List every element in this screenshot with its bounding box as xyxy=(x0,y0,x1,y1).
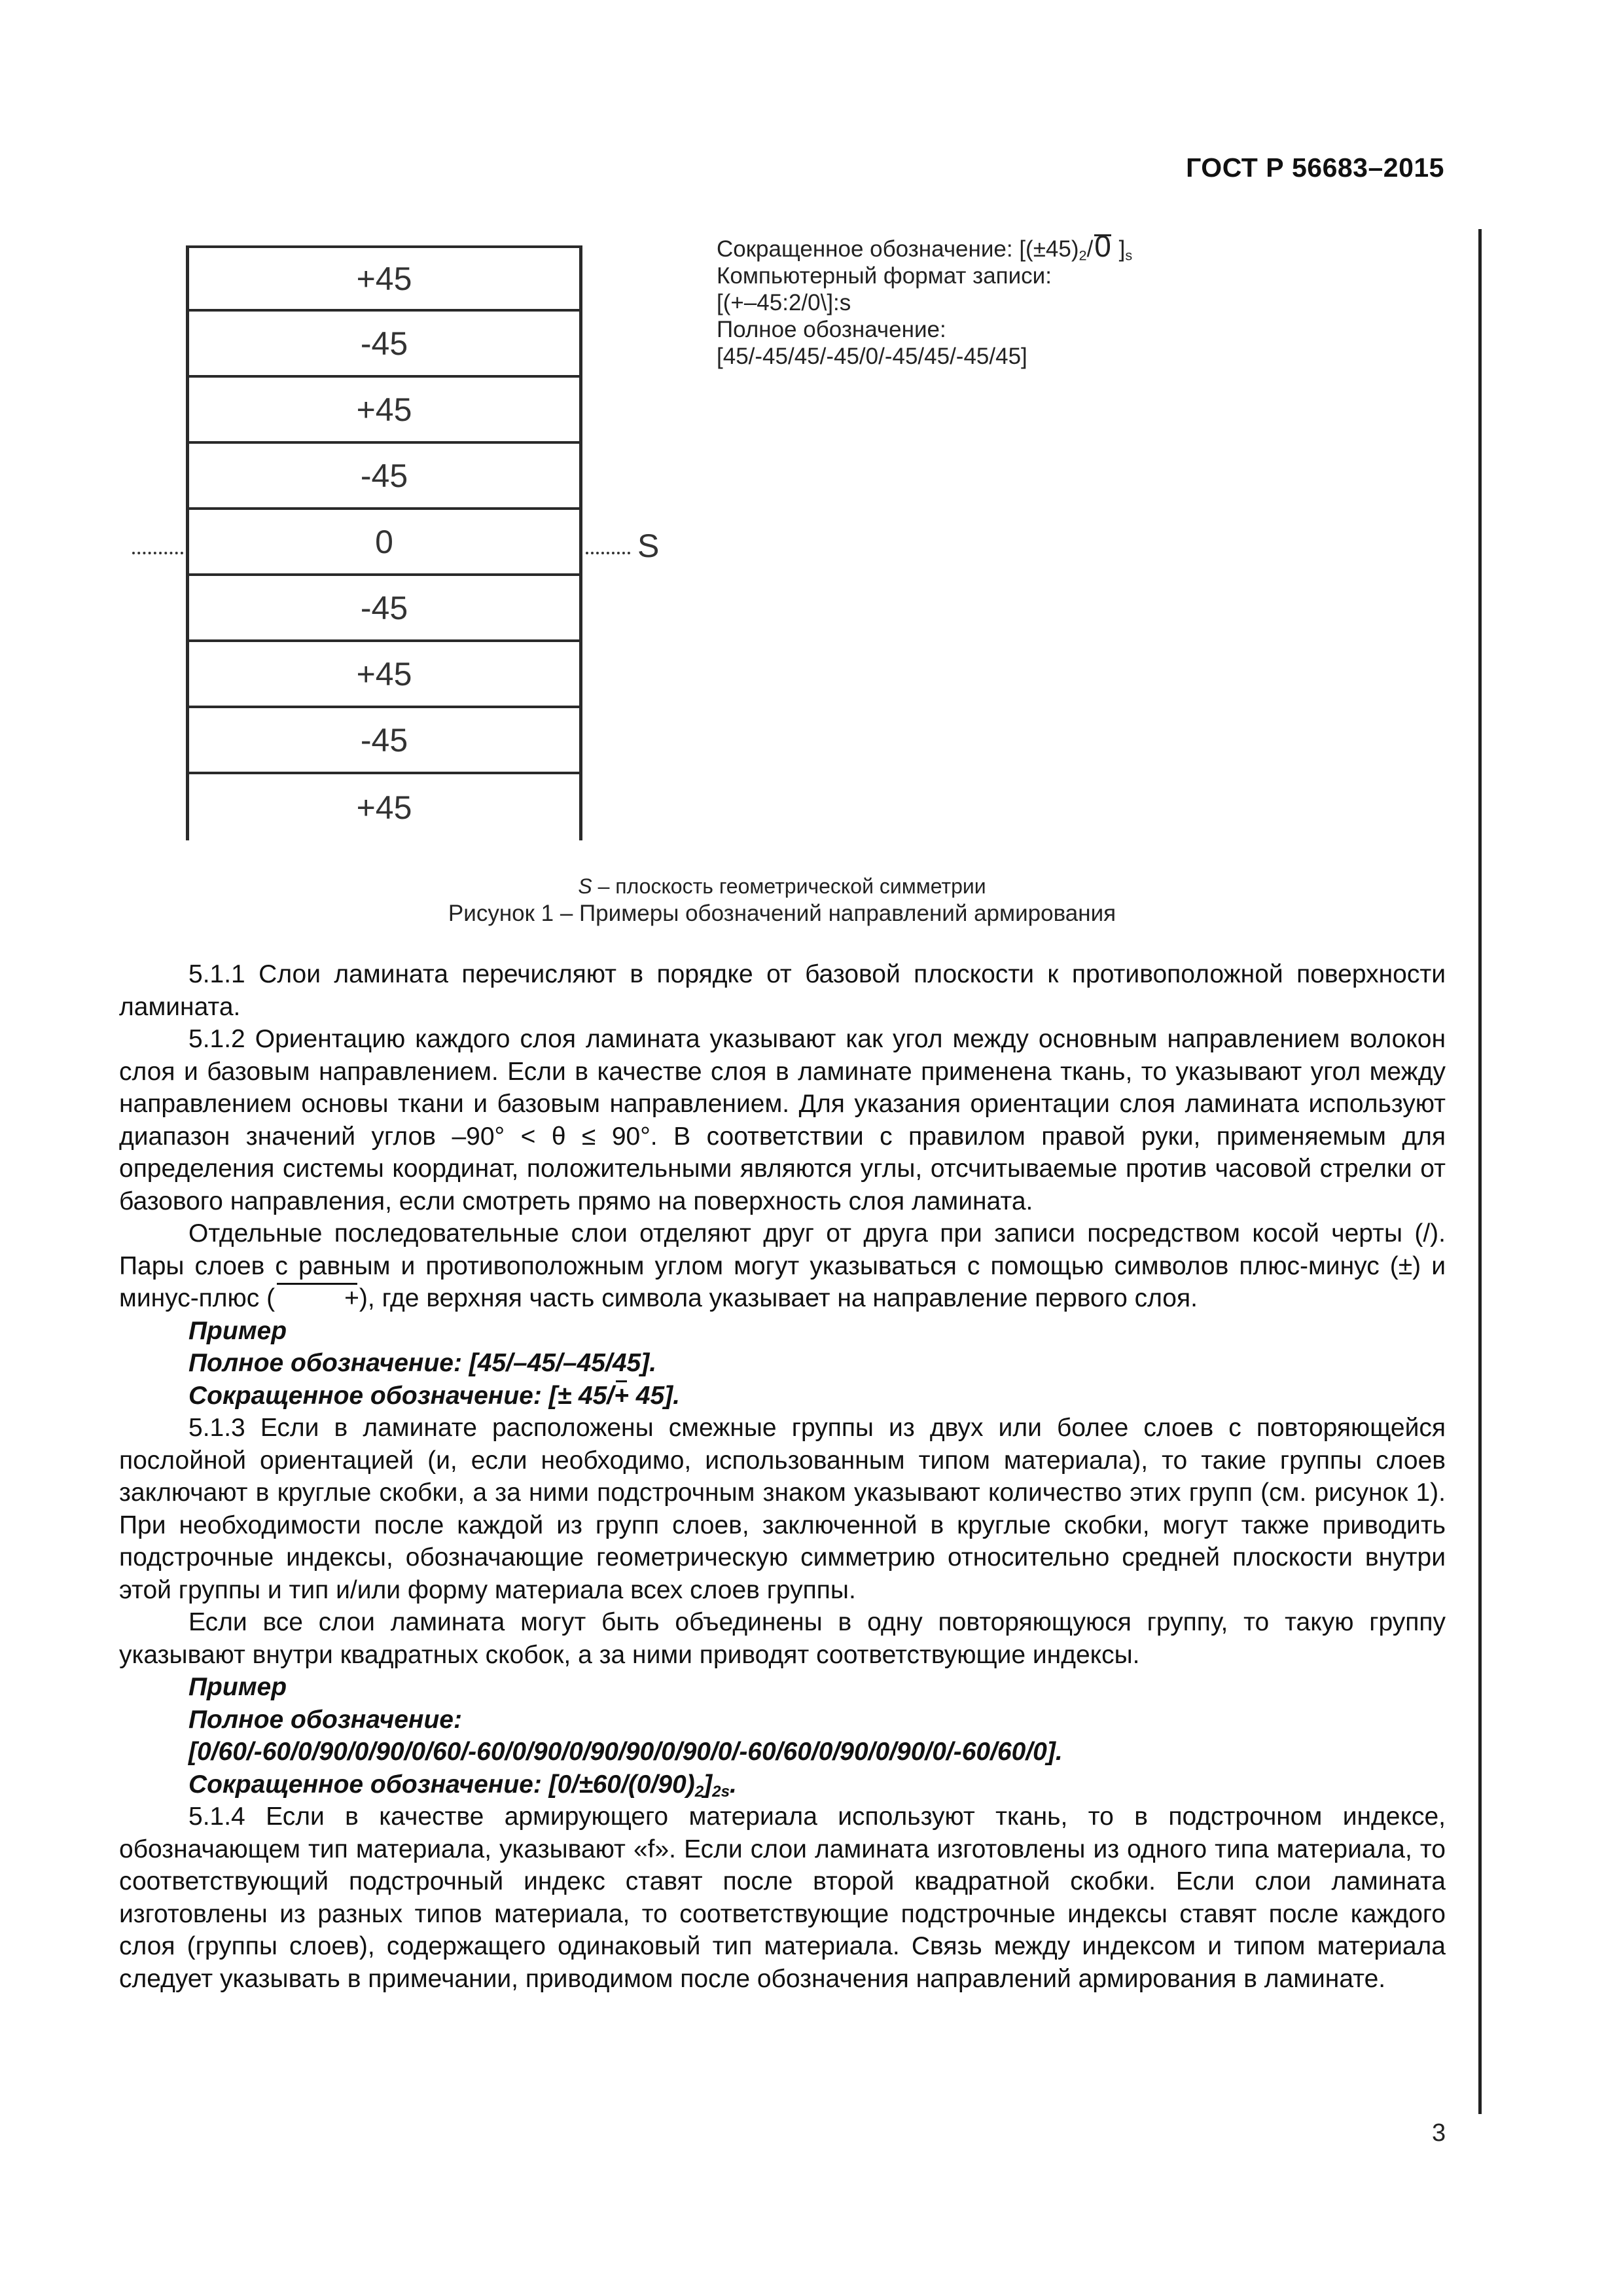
layer-3: +45 xyxy=(186,378,582,444)
laminate-layer-stack xyxy=(186,245,582,840)
overbar-zero: 0 xyxy=(1094,229,1111,263)
example-2-short: Сокращенное обозначение: $[0/\pm 60/(0/90)_2]_{2s}$. xyxy=(188,1770,737,1801)
minus-plus-symbol: + xyxy=(275,1282,359,1315)
figure-caption: Рисунок 1 – Примеры обозначений направлений армирования xyxy=(448,901,1116,926)
layer-8: -45 xyxy=(186,708,582,774)
layer-7: +45 xyxy=(186,642,582,708)
paragraph-separators: Отдельные последовательные слои отделяют друг от друга при записи посредством косой черты (/). Пары слоев с равным и противоположным углом могут указываться с помощью символов плюс-минус (±) и минус-плюс ( +), где верхняя часть символа указывает на направление первого слоя. xyxy=(119,1217,1446,1315)
computer-format-label: Компьютерный формат записи: xyxy=(717,263,1052,289)
document-header: ГОСТ Р 56683–2015 xyxy=(1186,152,1444,183)
page-number: 3 xyxy=(1432,2119,1446,2147)
minus-plus-symbol: + xyxy=(614,1380,629,1412)
paragraph-5-1-4: 5.1.4 Если в качестве армирующего материала используют ткань, то в подстрочном индексе, обозначающем тип материала, указывают «f». Если слои ламината изготовлены из одного типа материала, то соответствующий подстрочный индекс ставят после второй квадратной скобки. Если слои ламината изготовлены из разных типов материала, то соответствующие подстрочные индексы ставят после каждого слоя (группы слоев), содержащего одинаковый тип материала. Связь между индексом и типом материала следует указывать в примечании, приводимом после обозначения направлений армирования в ламинате. xyxy=(119,1803,1446,1993)
layer-1: +45 xyxy=(186,245,582,312)
layer-2: -45 xyxy=(186,312,582,378)
example-2-title: Пример xyxy=(188,1673,287,1701)
full-notation-value: [45/-45/45/-45/0/-45/45/-45/45] xyxy=(717,344,1027,369)
figure-notation-block xyxy=(717,229,1133,370)
example-1-title: Пример xyxy=(188,1316,287,1345)
layer-6: -45 xyxy=(186,576,582,642)
example-1-short: Сокращенное обозначение: [± 45/+ 45]. xyxy=(119,1380,1446,1412)
paragraph-group: Если все слои ламината могут быть объединены в одну повторяющуюся группу, то такую группу указывают внутри квадратных скобок, а за ними приводят соответствующие индексы. xyxy=(119,1608,1446,1669)
example-2-full-label: Полное обозначение: xyxy=(188,1705,462,1734)
body-text xyxy=(119,958,1446,1995)
example-2-full-value: [0/60/-60/0/90/0/90/0/60/-60/0/90/0/90/90/0/90/0/-60/60/0/90/0/90/0/-60/60/0]. xyxy=(188,1738,1063,1766)
symmetry-line-right xyxy=(586,552,630,554)
figure-note: S – плоскость геометрической симметрии xyxy=(578,874,986,898)
symmetry-plane-label: S xyxy=(637,528,660,564)
short-notation: Сокращенное обозначение: [$(\pm 45)_2/0$ ]$_s$ xyxy=(717,229,1133,264)
layer-4: -45 xyxy=(186,444,582,510)
computer-format-value: [(+–45:2/0\]:s xyxy=(717,290,851,315)
layer-5-symmetry: 0 xyxy=(186,510,582,576)
paragraph-5-1-1: 5.1.1 Слои ламината перечисляют в порядке от базовой плоскости к противоположной поверхности ламината. xyxy=(119,960,1446,1021)
example-1-full: Полное обозначение: [45/–45/–45/45]. xyxy=(188,1349,657,1377)
full-notation-label: Полное обозначение: xyxy=(717,317,946,342)
paragraph-5-1-3: 5.1.3 Если в ламинате расположены смежные группы из двух или более слоев с повторяющейся послойной ориентацией (и, если необходимо, использованным типом материала), то такие группы слоев заключают в круглые скобки, а за ними подстрочным знаком указывают количество этих групп (см. рисунок 1). При необходимости после каждой из групп слоев, заключенной в круглые скобки, могут также приводить подстрочные индексы, обозначающие геометрическую симметрию относительно средней плоскости внутри этой группы и тип и/или форму материала всех слоев группы. xyxy=(119,1414,1446,1604)
layer-9: +45 xyxy=(186,774,582,840)
symmetry-line-left xyxy=(132,552,183,554)
change-margin-bar xyxy=(1478,229,1482,2114)
paragraph-5-1-2: 5.1.2 Ориентацию каждого слоя ламината указывают как угол между основным направлением волокон слоя и базовым направлением. Если в качестве слоя в ламинате применена ткань, то указывают угол между направлением основы ткани и базовым направлением. Для указания ориентации слоя ламината используют диапазон значений углов –90° < θ ≤ 90°. В соответствии с правилом правой руки, применяемым для определения системы координат, положительными являются углы, отсчитываемые против часовой стрелки от базового направления, если смотреть прямо на поверхность слоя ламината. xyxy=(119,1025,1446,1215)
